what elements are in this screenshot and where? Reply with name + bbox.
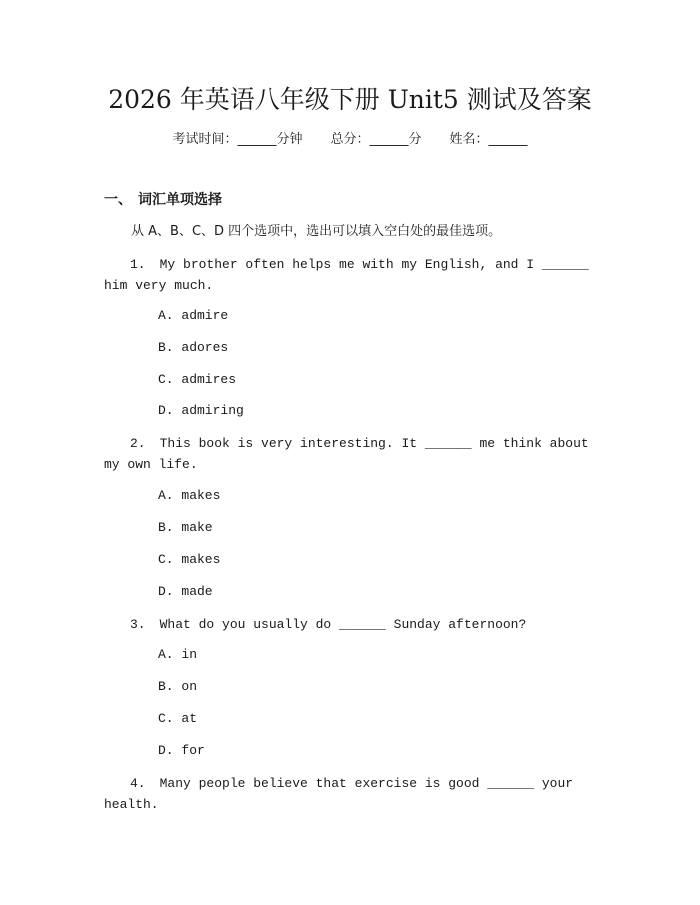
- question-number: 1.: [130, 257, 146, 272]
- exam-info-line: [0, 129, 700, 151]
- option-b: B. on: [158, 679, 198, 694]
- option-b: B. make: [158, 520, 213, 535]
- total-score-label: 总分：______分: [330, 132, 422, 147]
- question-1: [104, 254, 599, 296]
- section-instruction: 从 A、B、C、D 四个选项中，选出可以填入空白处的最佳选项。: [131, 224, 502, 239]
- question-3: [104, 614, 599, 635]
- section-heading: [104, 189, 222, 211]
- section-number: 一、: [104, 192, 132, 208]
- option-b: B. adores: [158, 340, 229, 355]
- question-text: My brother often helps me with my English, and I ______ him very much.: [104, 257, 589, 293]
- page-title: 2026 年英语八年级下册 Unit5 测试及答案: [108, 85, 592, 114]
- option-c: C. makes: [158, 552, 221, 567]
- option-a: A. in: [158, 647, 198, 662]
- option-a: A. admire: [158, 308, 229, 323]
- question-4: [104, 773, 599, 815]
- question-number: 2.: [130, 436, 146, 451]
- option-c: C. at: [158, 711, 198, 726]
- exam-time-label: 考试时间：______分钟: [172, 132, 303, 147]
- student-name-label: 姓名：______: [449, 132, 528, 147]
- question-text: This book is very interesting. It ______ me think about my own life.: [104, 436, 589, 472]
- question-number: 4.: [130, 776, 146, 791]
- option-c: C. admires: [158, 372, 237, 387]
- option-a: A. makes: [158, 488, 221, 503]
- question-text: What do you usually do ______ Sunday afternoon?: [159, 617, 527, 632]
- question-2: [104, 433, 599, 475]
- option-d: D. made: [158, 584, 213, 599]
- section-title: 词汇单项选择: [138, 192, 222, 208]
- option-d: D. for: [158, 743, 205, 758]
- question-number: 3.: [130, 617, 146, 632]
- option-d: D. admiring: [158, 403, 244, 418]
- question-text: Many people believe that exercise is good ______ your health.: [104, 776, 574, 812]
